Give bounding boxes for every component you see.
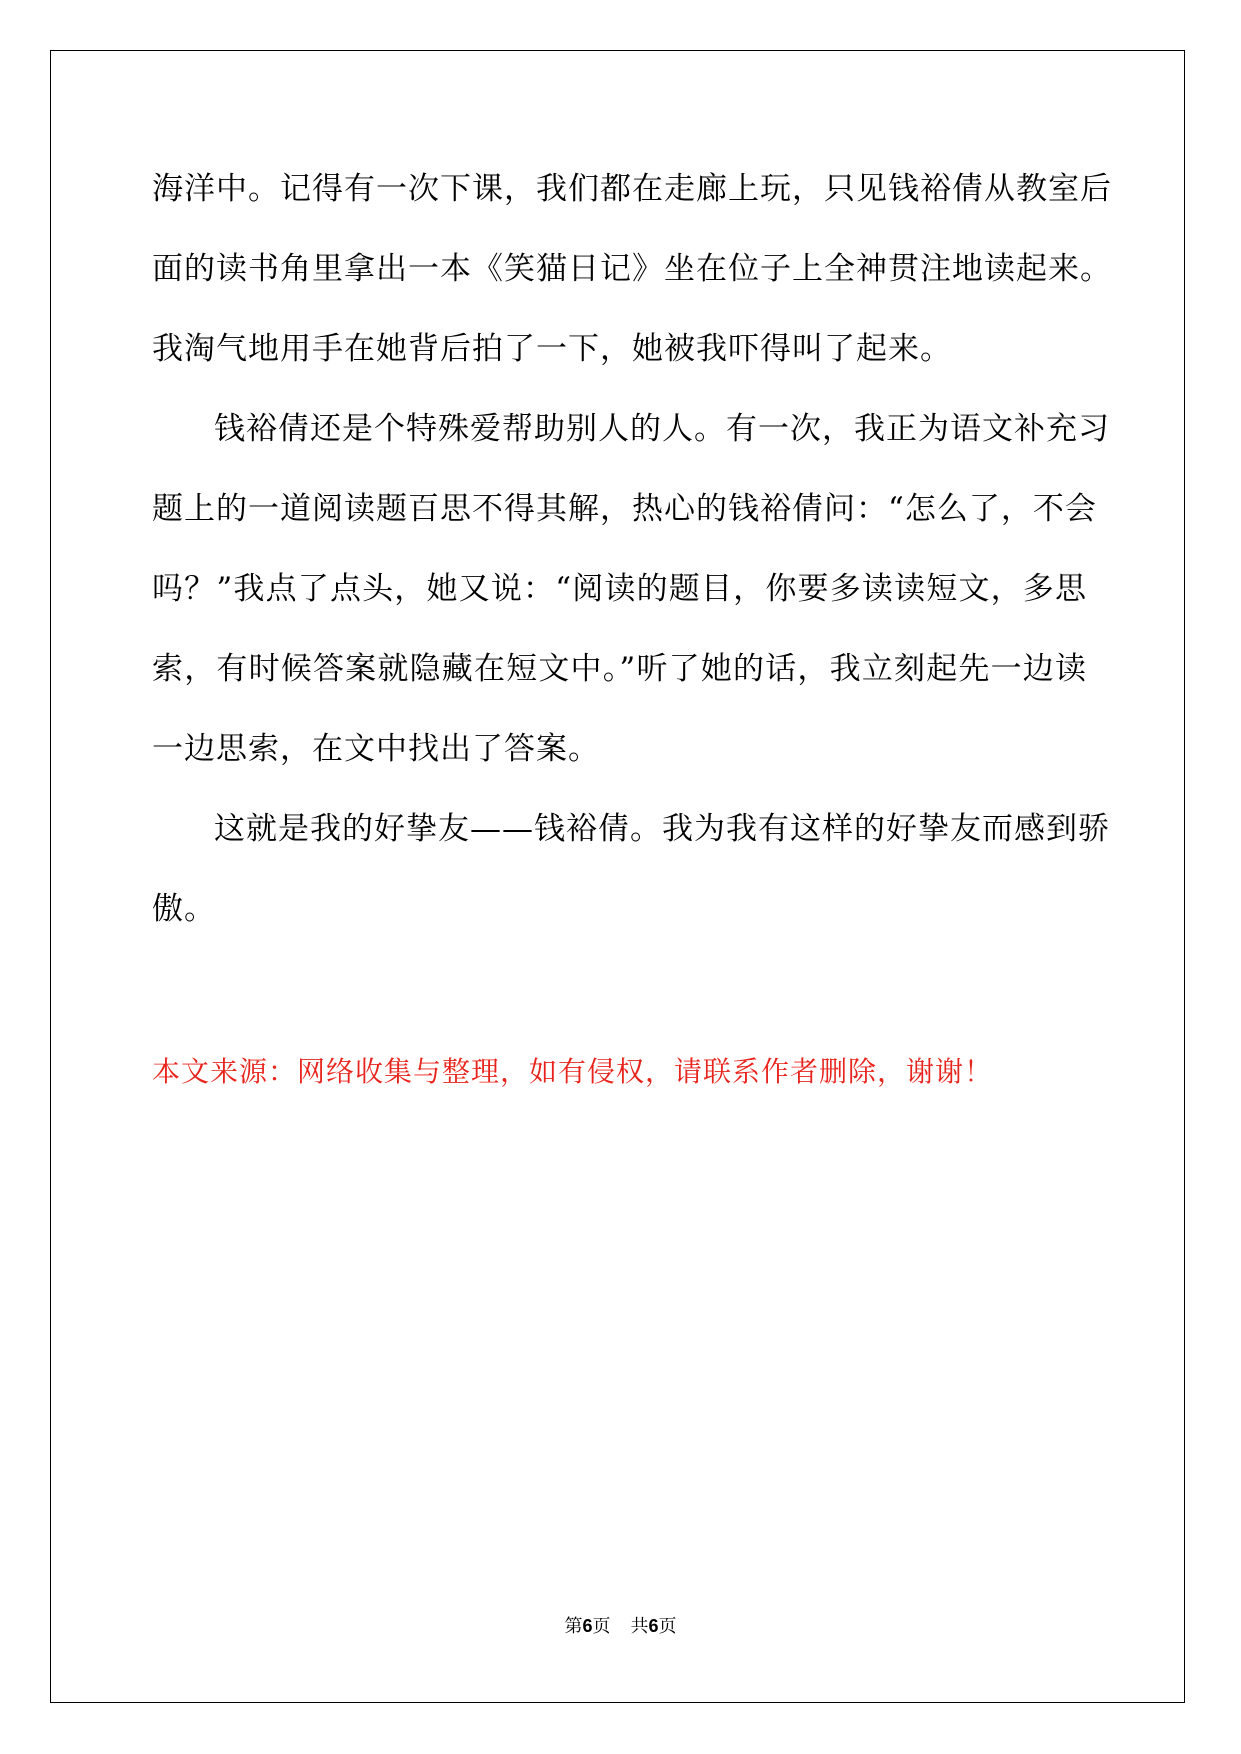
footer-total-prefix: 共: [630, 1616, 649, 1637]
body-line-3: 我淘气地用手在她背后拍了一下，她被我吓得叫了起来。: [152, 331, 952, 367]
body-line-5: 题上的一道阅读题百思不得其解，热心的钱裕倩问：“怎么了，不会: [152, 491, 1097, 527]
body-line-4: 钱裕倩还是个特殊爱帮助别人的人。有一次，我正为语文补充习: [214, 411, 1110, 447]
body-line-2: 面的读书角里拿出一本《笑猫日记》坐在位子上全神贯注地读起来。: [152, 251, 1112, 287]
source-note: 本文来源：网络收集与整理，如有侵权，请联系作者删除，谢谢！: [152, 1055, 994, 1088]
footer-page-suffix: 页: [592, 1616, 611, 1637]
body-line-6: 吗？”我点了点头，她又说：“阅读的题目，你要多读读短文，多思: [152, 571, 1087, 607]
footer-page-prefix: 第: [564, 1616, 583, 1637]
page-border: [50, 50, 1185, 1703]
body-line-1: 海洋中。记得有一次下课，我们都在走廊上玩，只见钱裕倩从教室后: [152, 171, 1112, 207]
footer-page-number: 6: [582, 1616, 593, 1636]
body-line-8: 一边思索，在文中找出了答案。: [152, 731, 600, 767]
page-footer: [0, 1615, 1241, 1638]
footer-total-suffix: 页: [658, 1616, 677, 1637]
body-line-9: 这就是我的好挚友——钱裕倩。我为我有这样的好挚友而感到骄: [214, 811, 1110, 847]
body-line-7: 索，有时候答案就隐藏在短文中。”听了她的话，我立刻起先一边读: [152, 651, 1087, 687]
body-line-10: 傲。: [152, 891, 216, 927]
footer-total-number: 6: [648, 1616, 659, 1636]
